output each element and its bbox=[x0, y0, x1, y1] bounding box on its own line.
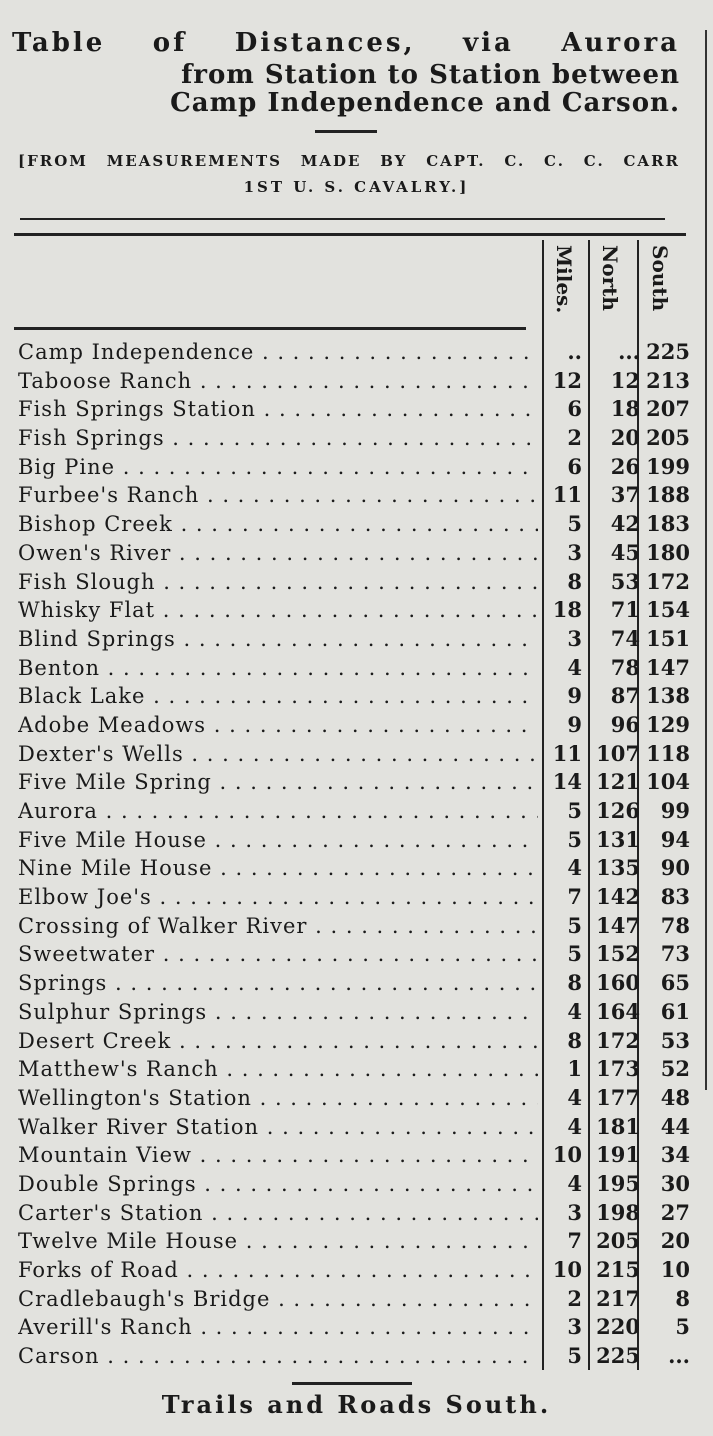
table-row bbox=[14, 711, 694, 740]
station-name: Wellington's Station . . . bbox=[18, 1084, 538, 1113]
section-heading: Trails and Roads South. bbox=[161, 1390, 552, 1419]
table-row bbox=[14, 596, 694, 625]
south-cell: 154 bbox=[646, 597, 690, 623]
north-cell: 126 bbox=[596, 798, 640, 823]
miles-cell: 7 bbox=[567, 1228, 582, 1254]
north-cell: 195 bbox=[596, 1170, 640, 1196]
station-name: Elbow Joe's . . . bbox=[18, 883, 538, 912]
miles-cell: 8 bbox=[567, 568, 582, 594]
station-name: Fish Springs Station . . . bbox=[18, 395, 538, 424]
north-cell: 45 bbox=[610, 539, 640, 565]
south-cell: 225 bbox=[646, 339, 690, 364]
table-row bbox=[14, 625, 694, 654]
miles-cell: 3 bbox=[567, 1314, 582, 1340]
miles-cell: 10 bbox=[552, 1142, 582, 1168]
table-row bbox=[14, 1285, 694, 1314]
title-line-2: from Station to Station between bbox=[181, 60, 680, 90]
station-name: Five Mile Spring . . . bbox=[18, 768, 538, 797]
north-cell: 220 bbox=[596, 1314, 640, 1340]
north-cell: 164 bbox=[596, 998, 640, 1024]
table-row bbox=[14, 826, 694, 855]
miles-cell: 10 bbox=[552, 1257, 582, 1282]
south-cell: 8 bbox=[675, 1285, 690, 1311]
north-cell: 121 bbox=[596, 769, 640, 795]
north-cell: 78 bbox=[610, 654, 640, 680]
north-cell: 181 bbox=[596, 1113, 640, 1139]
table-row bbox=[14, 568, 694, 597]
table-row bbox=[14, 1342, 694, 1371]
south-cell: 99 bbox=[660, 798, 690, 823]
station-name: Carson . . . bbox=[18, 1342, 538, 1371]
table-row bbox=[14, 1227, 694, 1256]
south-cell: 138 bbox=[646, 683, 690, 709]
station-name: Sulphur Springs . . . bbox=[18, 998, 538, 1027]
south-cell: 151 bbox=[646, 625, 690, 651]
table-row bbox=[14, 998, 694, 1027]
south-cell: ... bbox=[668, 1343, 690, 1369]
station-name: Adobe Meadows . . . bbox=[18, 711, 538, 740]
miles-cell: 5 bbox=[567, 511, 582, 537]
south-cell: 78 bbox=[660, 912, 690, 938]
north-cell: 87 bbox=[610, 683, 640, 709]
south-cell: 213 bbox=[646, 367, 690, 393]
table-row bbox=[14, 1199, 694, 1228]
table-row bbox=[14, 424, 694, 453]
table-row bbox=[14, 481, 694, 510]
miles-cell: 4 bbox=[567, 855, 582, 881]
station-name: Taboose Ranch . . . bbox=[18, 367, 538, 396]
south-cell: 48 bbox=[660, 1084, 690, 1110]
table-top-rule bbox=[20, 218, 665, 220]
north-cell: 12 bbox=[610, 367, 640, 393]
station-name: Dexter's Wells . . . bbox=[18, 740, 538, 769]
table-row bbox=[14, 797, 694, 826]
miles-cell: 5 bbox=[567, 941, 582, 967]
station-name: Five Mile House . . . bbox=[18, 826, 538, 855]
north-cell: 71 bbox=[610, 597, 640, 623]
station-name: Camp Independence . . . bbox=[18, 338, 538, 367]
north-cell: 131 bbox=[596, 826, 640, 852]
north-cell: ... bbox=[618, 339, 640, 364]
station-name: Crossing of Walker River . . . bbox=[18, 912, 538, 941]
miles-cell: 14 bbox=[552, 769, 582, 795]
title-line-3: Camp Independence and Carson. bbox=[170, 88, 680, 118]
station-name: Walker River Station . . . bbox=[18, 1113, 538, 1142]
south-cell: 90 bbox=[660, 855, 690, 881]
table-row bbox=[14, 654, 694, 683]
station-name: Blind Springs . . . bbox=[18, 625, 538, 654]
north-cell: 152 bbox=[596, 941, 640, 967]
south-cell: 61 bbox=[660, 998, 690, 1024]
table-row bbox=[14, 940, 694, 969]
north-cell: 18 bbox=[610, 396, 640, 422]
miles-cell: 12 bbox=[552, 367, 582, 393]
station-name: Double Springs . . . bbox=[18, 1170, 538, 1199]
table-row bbox=[14, 1084, 694, 1113]
south-cell: 30 bbox=[660, 1170, 690, 1196]
miles-cell: 1 bbox=[567, 1056, 582, 1082]
station-name: Cradlebaugh's Bridge . . . bbox=[18, 1285, 538, 1314]
title-line-1: Table of Distances, via Aurora bbox=[12, 28, 680, 58]
north-cell: 215 bbox=[596, 1257, 640, 1282]
south-cell: 34 bbox=[660, 1142, 690, 1168]
south-cell: 118 bbox=[646, 740, 690, 766]
station-name: Aurora . . . bbox=[18, 797, 538, 826]
miles-cell: 8 bbox=[567, 970, 582, 996]
south-cell: 83 bbox=[660, 884, 690, 910]
south-cell: 104 bbox=[646, 769, 690, 795]
north-cell: 217 bbox=[596, 1285, 640, 1311]
miles-cell: .. bbox=[567, 339, 582, 364]
station-name: Springs . . . bbox=[18, 969, 538, 998]
miles-cell: 3 bbox=[567, 539, 582, 565]
north-cell: 53 bbox=[610, 568, 640, 594]
north-cell: 142 bbox=[596, 884, 640, 910]
table-row bbox=[14, 883, 694, 912]
south-cell: 199 bbox=[646, 453, 690, 479]
south-cell: 10 bbox=[660, 1257, 690, 1282]
south-cell: 172 bbox=[646, 568, 690, 594]
column-header-south: South bbox=[648, 245, 672, 312]
south-cell: 27 bbox=[660, 1199, 690, 1225]
miles-cell: 11 bbox=[552, 482, 582, 508]
south-cell: 20 bbox=[660, 1228, 690, 1254]
north-cell: 147 bbox=[596, 912, 640, 938]
south-cell: 44 bbox=[660, 1113, 690, 1139]
north-cell: 205 bbox=[596, 1228, 640, 1254]
north-cell: 74 bbox=[610, 625, 640, 651]
station-name: Fish Springs . . . bbox=[18, 424, 538, 453]
miles-cell: 9 bbox=[567, 711, 582, 737]
miles-cell: 3 bbox=[567, 1199, 582, 1225]
subheading-line-1: [FROM MEASUREMENTS MADE BY CAPT. C. C. C. CARR bbox=[18, 152, 680, 170]
north-cell: 37 bbox=[610, 482, 640, 508]
miles-cell: 11 bbox=[552, 740, 582, 766]
station-name: Twelve Mile House . . . bbox=[18, 1227, 538, 1256]
north-cell: 160 bbox=[596, 970, 640, 996]
miles-cell: 8 bbox=[567, 1027, 582, 1053]
station-name: Mountain View . . . bbox=[18, 1141, 538, 1170]
station-name: Owen's River . . . bbox=[18, 539, 538, 568]
table-row bbox=[14, 1170, 694, 1199]
miles-cell: 2 bbox=[567, 1285, 582, 1311]
table-row bbox=[14, 1027, 694, 1056]
table-row bbox=[14, 740, 694, 769]
south-cell: 183 bbox=[646, 511, 690, 537]
north-cell: 172 bbox=[596, 1027, 640, 1053]
subheading-line-2: 1ST U. S. CAVALRY.] bbox=[243, 178, 470, 196]
south-cell: 147 bbox=[646, 654, 690, 680]
column-header-north: North bbox=[598, 245, 622, 311]
south-cell: 205 bbox=[646, 425, 690, 451]
south-cell: 188 bbox=[646, 482, 690, 508]
table-header-rule bbox=[14, 233, 686, 236]
station-name: Averill's Ranch . . . bbox=[18, 1313, 538, 1342]
table-row bbox=[14, 539, 694, 568]
table-row bbox=[14, 1113, 694, 1142]
miles-cell: 4 bbox=[567, 1113, 582, 1139]
table-row bbox=[14, 1141, 694, 1170]
miles-cell: 5 bbox=[567, 912, 582, 938]
station-column-rule bbox=[14, 327, 526, 330]
station-name: Nine Mile House . . . bbox=[18, 854, 538, 883]
table-row bbox=[14, 768, 694, 797]
miles-cell: 5 bbox=[567, 826, 582, 852]
table-row bbox=[14, 338, 694, 367]
station-name: Forks of Road . . . bbox=[18, 1256, 538, 1285]
miles-cell: 3 bbox=[567, 625, 582, 651]
station-name: Black Lake . . . bbox=[18, 682, 538, 711]
miles-cell: 6 bbox=[567, 396, 582, 422]
station-name: Furbee's Ranch . . . bbox=[18, 481, 538, 510]
table-row bbox=[14, 395, 694, 424]
table-row bbox=[14, 1256, 694, 1285]
north-cell: 225 bbox=[596, 1343, 640, 1369]
miles-cell: 6 bbox=[567, 453, 582, 479]
south-cell: 129 bbox=[646, 711, 690, 737]
south-cell: 65 bbox=[660, 970, 690, 996]
north-cell: 20 bbox=[610, 425, 640, 451]
station-name: Bishop Creek . . . bbox=[18, 510, 538, 539]
table-row bbox=[14, 1055, 694, 1084]
table-row bbox=[14, 1313, 694, 1342]
table-row bbox=[14, 453, 694, 482]
miles-cell: 4 bbox=[567, 1170, 582, 1196]
station-name: Benton . . . bbox=[18, 654, 538, 683]
miles-cell: 4 bbox=[567, 654, 582, 680]
station-name: Desert Creek . . . bbox=[18, 1027, 538, 1056]
miles-cell: 2 bbox=[567, 425, 582, 451]
table-row bbox=[14, 912, 694, 941]
table-row bbox=[14, 510, 694, 539]
south-cell: 5 bbox=[675, 1314, 690, 1340]
table-row bbox=[14, 682, 694, 711]
miles-cell: 18 bbox=[552, 597, 582, 623]
south-cell: 207 bbox=[646, 396, 690, 422]
station-name: Matthew's Ranch . . . bbox=[18, 1055, 538, 1084]
south-cell: 180 bbox=[646, 539, 690, 565]
station-name: Sweetwater . . . bbox=[18, 940, 538, 969]
station-name: Big Pine . . . bbox=[18, 453, 538, 482]
station-name: Whisky Flat . . . bbox=[18, 596, 538, 625]
section-divider bbox=[292, 1382, 412, 1385]
miles-cell: 7 bbox=[567, 884, 582, 910]
north-cell: 173 bbox=[596, 1056, 640, 1082]
distance-table bbox=[14, 338, 694, 1371]
column-header-miles: Miles. bbox=[552, 245, 576, 314]
north-cell: 42 bbox=[610, 511, 640, 537]
north-cell: 191 bbox=[596, 1142, 640, 1168]
south-cell: 73 bbox=[660, 941, 690, 967]
north-cell: 107 bbox=[596, 740, 640, 766]
north-cell: 96 bbox=[610, 711, 640, 737]
table-row bbox=[14, 969, 694, 998]
title-divider bbox=[315, 130, 377, 133]
miles-cell: 4 bbox=[567, 1084, 582, 1110]
north-cell: 177 bbox=[596, 1084, 640, 1110]
miles-cell: 4 bbox=[567, 998, 582, 1024]
station-name: Carter's Station . . . bbox=[18, 1199, 538, 1228]
station-name: Fish Slough . . . bbox=[18, 568, 538, 597]
miles-cell: 5 bbox=[567, 798, 582, 823]
south-cell: 52 bbox=[660, 1056, 690, 1082]
table-row bbox=[14, 854, 694, 883]
north-cell: 26 bbox=[610, 453, 640, 479]
miles-cell: 5 bbox=[567, 1343, 582, 1369]
south-cell: 94 bbox=[660, 826, 690, 852]
south-cell: 53 bbox=[660, 1027, 690, 1053]
table-row bbox=[14, 367, 694, 396]
miles-cell: 9 bbox=[567, 683, 582, 709]
north-cell: 135 bbox=[596, 855, 640, 881]
north-cell: 198 bbox=[596, 1199, 640, 1225]
